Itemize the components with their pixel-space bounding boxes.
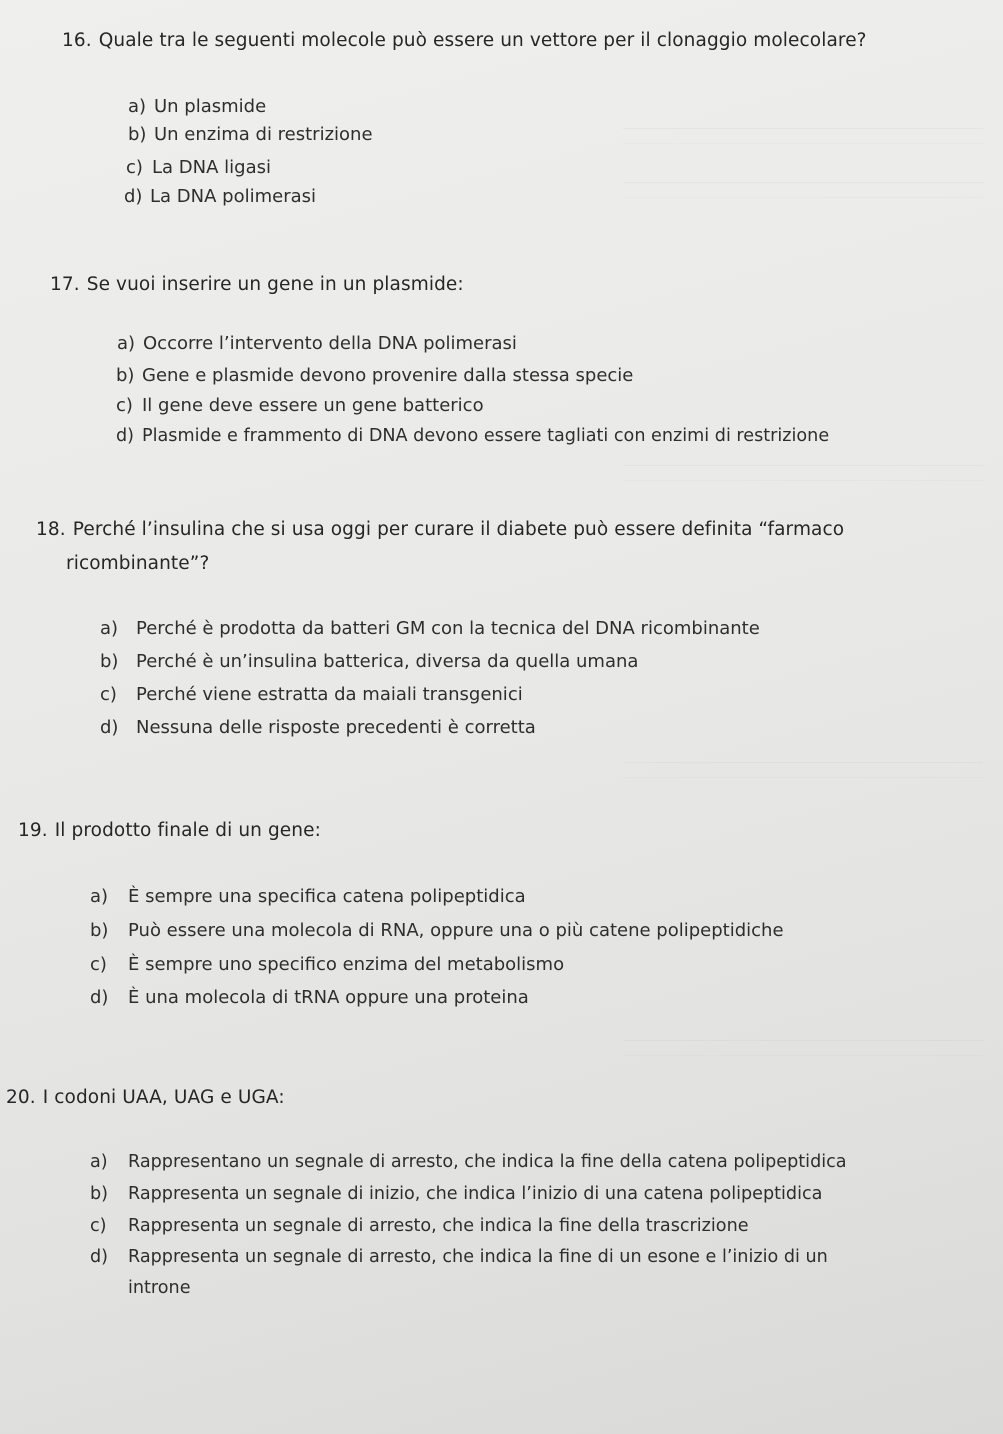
option-letter: a) [117,333,136,354]
option-d [124,183,316,211]
option-letter: a) [90,1152,108,1172]
question-number: 20. [6,1087,36,1108]
question-number: 19. [18,820,48,841]
option-letter: d) [100,717,119,738]
option-text: Perché è un’insulina batterica, diversa da quella umana [136,651,639,672]
option-text: Perché è prodotta da batteri GM con la tecnica del DNA ricombinante [136,618,760,639]
option-letter: a) [100,618,119,639]
question-prompt: Quale tra le seguenti molecole può essere un vettore per il clonaggio molecolare? [98,30,867,51]
option-letter: c) [116,395,133,416]
option-b [90,1180,822,1208]
option-letter: b) [128,124,147,145]
option-text: Nessuna delle risposte precedenti è corretta [136,717,536,738]
option-text: È sempre una specifica catena polipeptidica [128,886,526,907]
option-c [126,154,271,182]
option-a [90,883,526,911]
option-d [90,984,529,1012]
option-d [100,714,536,742]
option-letter: d) [116,426,135,446]
option-text: Un plasmide [154,96,267,117]
option-letter: b) [116,365,135,386]
option-letter: b) [100,651,119,672]
option-text: Gene e plasmide devono provenire dalla stessa specie [142,365,634,386]
option-letter: c) [90,1216,107,1236]
option-b [100,648,638,676]
question-prompt: Il prodotto finale di un gene: [54,820,321,841]
option-text: È una molecola di tRNA oppure una proteina [128,987,529,1008]
option-b [128,121,373,149]
option-letter: a) [90,886,109,907]
show-through-text [623,465,983,481]
question-prompt: I codoni UAA, UAG e UGA: [42,1087,285,1108]
question-text [62,26,867,56]
question-text [6,1083,285,1113]
option-text-continued: introne [128,1278,191,1298]
option-d [90,1243,828,1302]
question-text [36,515,936,579]
question-number: 16. [62,30,92,51]
option-letter: b) [90,1184,109,1204]
option-text: Occorre l’intervento della DNA polimerasi [143,333,517,354]
option-text: Perché viene estratta da maiali transgenici [136,684,523,705]
option-d [116,422,829,450]
option-a [128,93,266,121]
option-a [100,615,760,643]
option-a [117,330,517,358]
option-letter: d) [124,186,143,207]
option-letter: c) [90,954,107,975]
question-prompt: Se vuoi inserire un gene in un plasmide: [86,274,464,295]
option-letter: c) [126,157,143,178]
question-text [50,270,464,300]
option-text: Rappresenta un segnale di arresto, che indica la fine della trascrizione [128,1216,749,1236]
option-text: Rappresenta un segnale di inizio, che indica l’inizio di una catena polipeptidica [128,1184,823,1204]
option-text: Il gene deve essere un gene batterico [142,395,484,416]
option-text: Rappresentano un segnale di arresto, che indica la fine della catena polipeptidica [128,1152,847,1172]
option-b [116,362,633,390]
option-letter: b) [90,920,109,941]
option-c [90,1212,749,1240]
option-letter: a) [128,96,147,117]
question-number: 18. [36,519,66,540]
show-through-text [623,762,983,778]
option-c [100,681,523,709]
question-number: 17. [50,274,80,295]
option-text: Può essere una molecola di RNA, oppure una o più catene polipeptidiche [128,920,784,941]
option-text: È sempre uno specifico enzima del metabolismo [128,954,565,975]
option-a [90,1148,847,1176]
option-text: Plasmide e frammento di DNA devono essere tagliati con enzimi di restrizione [142,426,830,446]
question-prompt: Perché l’insulina che si usa oggi per curare il diabete può essere definita “farmaco [72,519,845,540]
option-text: La DNA polimerasi [150,186,316,207]
option-c [90,951,564,979]
option-b [90,917,784,945]
show-through-text [623,182,983,198]
option-text: La DNA ligasi [152,157,271,178]
option-text: Un enzima di restrizione [154,124,373,145]
option-letter: d) [90,1247,109,1267]
question-prompt-continued: ricombinante”? [66,553,210,574]
option-c [116,392,484,420]
show-through-text [623,128,983,144]
show-through-text [623,1040,983,1056]
option-letter: c) [100,684,117,705]
question-text [18,816,321,846]
option-text: Rappresenta un segnale di arresto, che indica la fine di un esone e l’inizio di un [128,1247,828,1267]
option-letter: d) [90,987,109,1008]
